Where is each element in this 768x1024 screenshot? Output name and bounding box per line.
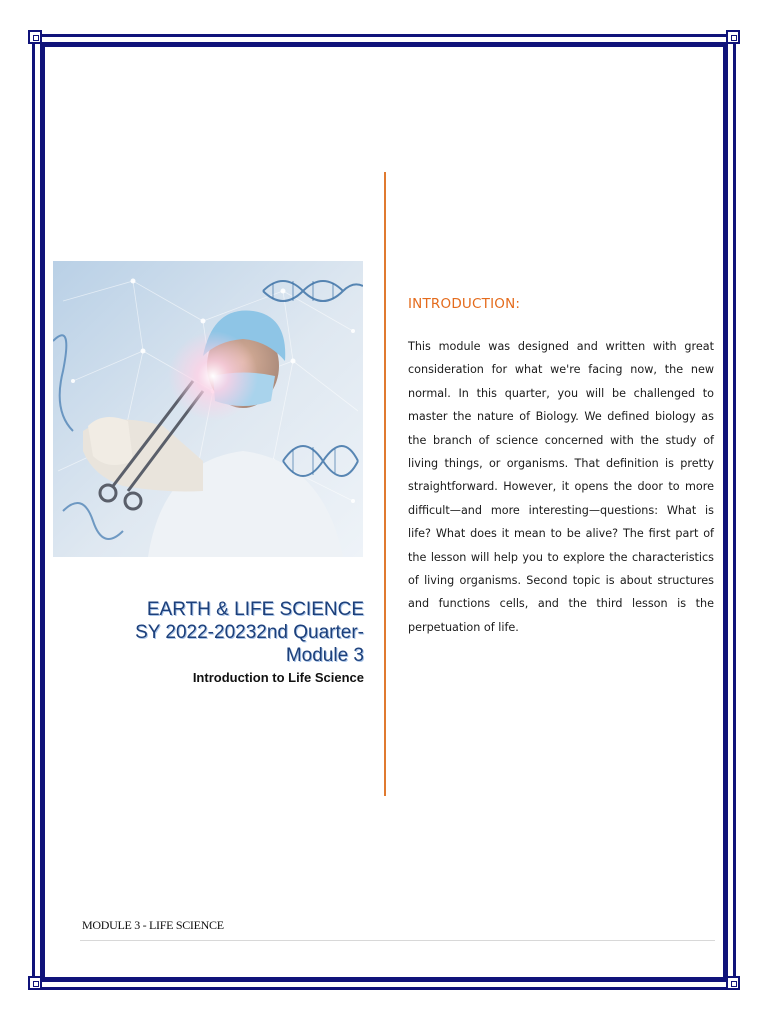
intro-heading: INTRODUCTION:	[408, 296, 521, 312]
module-title-block	[60, 598, 364, 685]
scientist-dna-illustration	[53, 261, 363, 557]
footer-label: MODULE 3 - LIFE SCIENCE	[82, 918, 224, 932]
border-corner-ornament	[726, 976, 740, 990]
footer-rule	[80, 940, 715, 941]
border-corner-ornament	[28, 30, 42, 44]
module-title-line-2: SY 2022-20232nd Quarter-	[135, 622, 364, 643]
module-title-line-3: Module 3	[285, 645, 364, 666]
module-title-line-1: EARTH & LIFE SCIENCE	[146, 599, 364, 620]
cover-image	[53, 261, 363, 557]
vertical-divider	[384, 172, 386, 796]
module-subtitle: Introduction to Life Science	[192, 670, 364, 685]
border-corner-ornament	[28, 976, 42, 990]
intro-paragraph: This module was designed and written with great consideration for what we're facing now, the new normal. In this quarter, you will be challenged to master the nature of Biology. We defined biology as the branch of science concerned with the study of living things, or organisms. That definition is pretty straightforward. However, it opens the door to more difficult—and more interesting—questions: What is life? What does it mean to be alive? The first part of the lesson will help you to explore the characteristics of living organisms. Second topic is about structures and functions cells, and the third lesson is the perpetuation of life.	[408, 340, 714, 634]
border-corner-ornament	[726, 30, 740, 44]
